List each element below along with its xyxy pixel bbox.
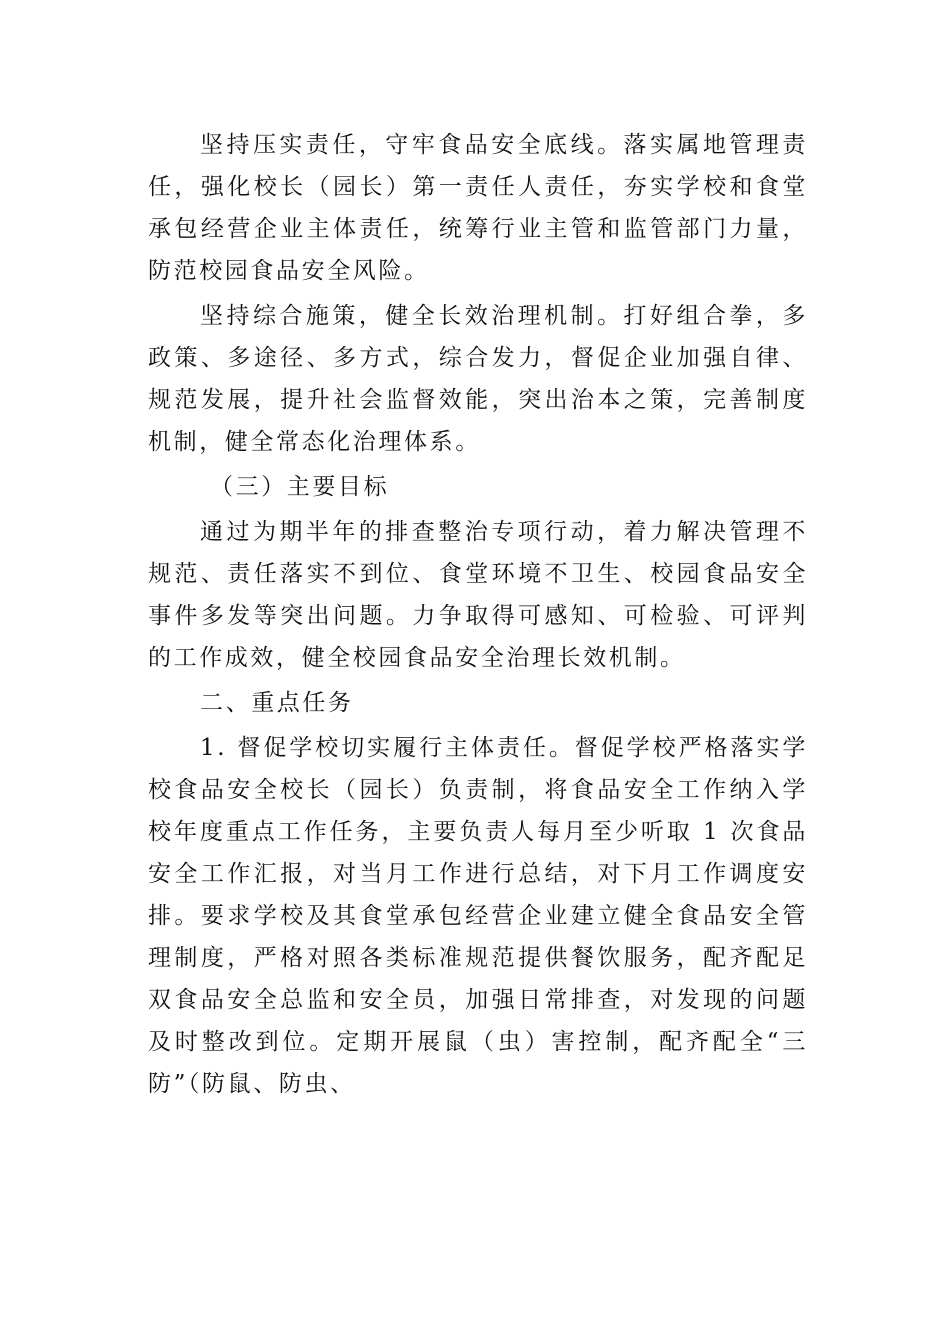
paragraph-responsibility: 坚持压实责任，守牢食品安全底线。落实属地管理责任，强化校长（园长）第一责任人责任，夯实学校和食堂承包经营企业主体责任，统筹行业主管和监管部门力量，防范校园食品安全风险。 bbox=[148, 132, 808, 284]
section-heading-main-goals: （三）主要目标 bbox=[210, 474, 390, 500]
paragraph-comprehensive-measures: 坚持综合施策，健全长效治理机制。打好组合拳，多政策、多途径、多方式，综合发力，督促企业加强自律、规范发展，提升社会监督效能，突出治本之策，完善制度机制，健全常态化治理体系。 bbox=[148, 303, 808, 455]
document-body bbox=[148, 124, 808, 1105]
paragraph-task-1: 1. 督促学校切实履行主体责任。督促学校严格落实学校食品安全校长（园长）负责制，将食品安全工作纳入学校年度重点工作任务，主要负责人每月至少听取 1 次食品安全工作汇报，对当月工作进行总结，对下月工作调度安排。要求学校及其食堂承包经营企业建立健全食品安全管理制度，严格对照各类标准规范提供餐饮服务，配齐配足双食品安全总监和安全员，加强日常排查，对发现的问题及时整改到位。定期开展鼠（虫）害控制，配齐配全“三防”（防鼠、防虫、 bbox=[148, 735, 808, 1097]
section-heading-key-tasks: 二、重点任务 bbox=[200, 690, 354, 716]
paragraph-main-goals: 通过为期半年的排查整治专项行动，着力解决管理不规范、责任落实不到位、食堂环境不卫生、校园食品安全事件多发等突出问题。力争取得可感知、可检验、可评判的工作成效，健全校园食品安全治理长效机制。 bbox=[148, 519, 808, 671]
